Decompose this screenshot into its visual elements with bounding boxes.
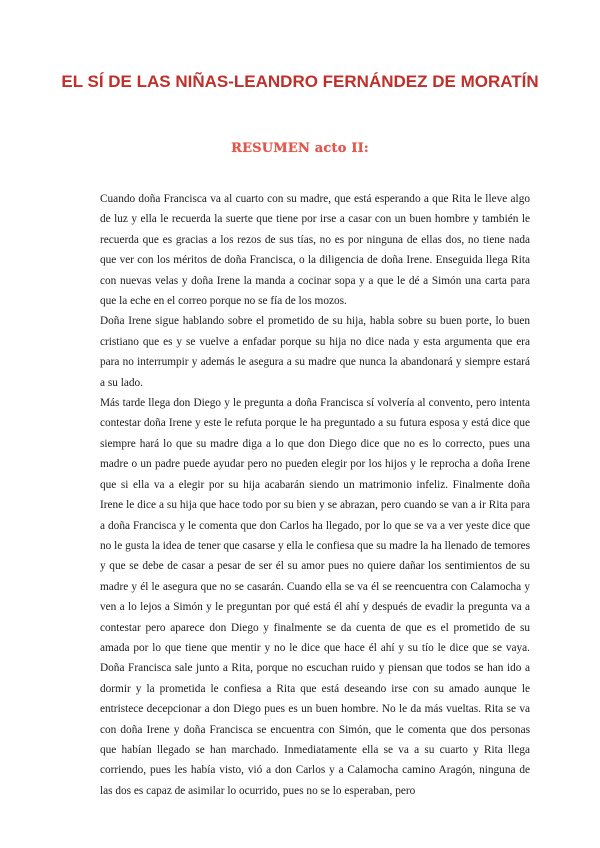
paragraph: Más tarde llega don Diego y le pregunta a doña Francisca sí volvería al convento, pero intenta contestar doña Irene y este le refuta porque le ha preguntado a su futura esposa y está dice que siempre hará lo que su madre diga a lo que don Diego dice que no es lo correcto, pues una madre o un padre puede ayudar pero no pueden elegir por los hijos y le reprocha a doña Irene que si ella va a elegir por su hija acabarán siendo un matrimonio infeliz. Finalmente doña Irene le dice a su hija que hace todo por su bien y se abrazan, pero cuando se van a ir Rita para a doña Francisca y le comenta que don Carlos ha llegado, por lo que se va a ver yeste dice que no le gusta la idea de tener que casarse y ella le confiesa que su madre la ha llenado de temores y que se debe de casar a pesar de ser él su amor pues no quiere dañar los sentimientos de su madre y él le asegura que no se casarán. Cuando ella se va él se reencuentra con Calamocha y ven a lo lejos a Simón y le preguntan por qué está él ahí y después de evadir la pregunta va a contestar pero aparece don Diego y finalmente se da cuenta de que es el prometido de su amada por lo que tiene que mentir y no le dice que hace él ahí y su tío le dice que se vaya. Doña Francisca sale junto a Rita, porque no escuchan ruido y piensan que todos se han ido a dormir y la prometida le confiesa a Rita que está deseando irse con su amado aunque le entristece decepcionar a don Diego pues es un buen hombre. No le da más vueltas. Rita se va con doña Irene y doña Francisca se encuentra con Simón, que le comenta que dos personas que habían llegado se han marchado. Inmediatamente ella se va a su cuarto y Rita llega corriendo, pues les había visto, vió a don Carlos y a Calamocha camino Aragón, ninguna de las dos es capaz de asimilar lo ocurrido, pues no se lo esperaban, pero	[100, 397, 530, 797]
document-title: EL SÍ DE LAS NIÑAS-LEANDRO FERNÁNDEZ DE MORATÍN	[61, 72, 539, 91]
paragraph: Doña Irene sigue hablando sobre el prometido de su hija, habla sobre su buen porte, lo buen cristiano que es y se vuelve a enfadar porque su hija no dice nada y esta argumenta que era para no interrumpir y además le asegura a su madre que nunca la abandonará y siempre estará a su lado.	[100, 315, 530, 389]
document-body	[100, 189, 530, 801]
section-subtitle: RESUMEN acto II:	[231, 141, 369, 156]
paragraph: Cuando doña Francisca va al cuarto con su madre, que está esperando a que Rita le lleve algo de luz y ella le recuerda la suerte que tiene por irse a casar con un buen hombre y también le recuerda que es gracias a los rezos de sus tías, no es por ninguna de ellas dos, no tiene nada que ver con los méritos de doña Francisca, o la diligencia de doña Irene. Enseguida llega Rita con nuevas velas y doña Irene la manda a cocinar sopa y a que le dé a Simón una carta para que la eche en el correo porque no se fía de los mozos.	[100, 193, 530, 308]
